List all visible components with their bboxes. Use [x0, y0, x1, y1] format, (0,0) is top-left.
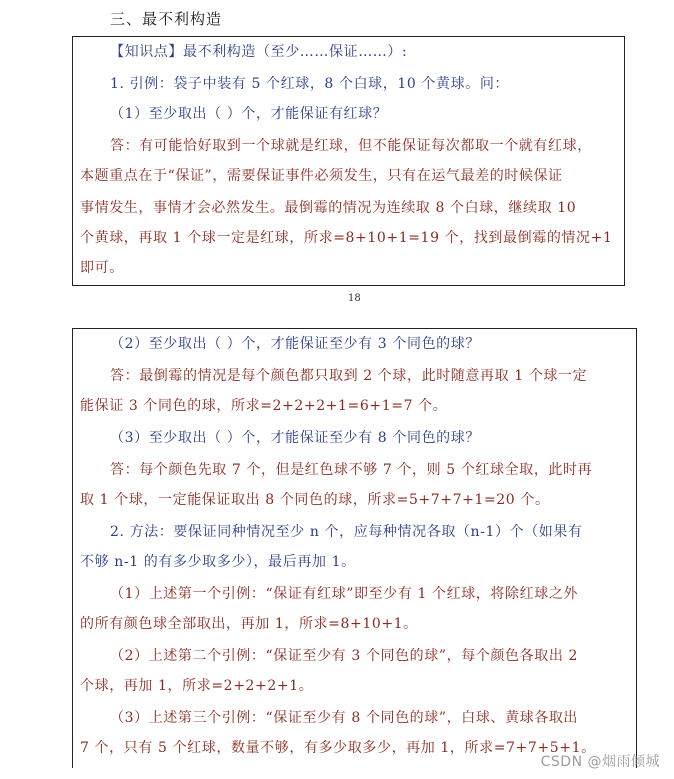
method-line-2: 不够 n-1 的有多少取多少），最后再加 1。	[80, 554, 356, 570]
answer-1-line-4: 个黄球，再取 1 个球一定是红球，所求=8+10+1=19 个，找到最倒霉的情况+1	[80, 230, 613, 246]
section-title: 三、最不利构造	[110, 10, 223, 28]
page-number: 18	[348, 293, 361, 304]
answer-1-line-3: 事情发生，事情才会必然发生。最倒霉的情况为连续取 8 个白球，继续取 10	[80, 200, 577, 216]
answer-2-line-2: 能保证 3 个同色的球，所求=2+2+2+1=6+1=7 个。	[80, 398, 448, 414]
question-2: （2）至少取出（ ）个，才能保证至少有 3 个同色的球？	[110, 336, 480, 352]
answer-2-line-1: 答：最倒霉的情况是每个颜色都只取到 2 个球，此时随意再取 1 个球一定	[110, 368, 588, 384]
method-example-1-line-2: 的所有颜色球全部取出，再加 1，所求=8+10+1。	[80, 616, 418, 632]
csdn-watermark: CSDN @烟雨倾城	[540, 754, 660, 770]
answer-3-line-1: 答：每个颜色先取 7 个，但是红色球不够 7 个，则 5 个红球全取，此时再	[110, 462, 593, 478]
answer-1-line-2: 本题重点在于“保证”，需要保证事件必须发生，只有在运气最差的时候保证	[80, 168, 563, 184]
question-1: （1）至少取出（ ）个，才能保证有红球？	[110, 106, 388, 122]
method-example-1-line-1: （1）上述第一个引例：“保证有红球”即至少有 1 个红球，将除红球之外	[110, 586, 579, 602]
answer-1-line-5: 即可。	[80, 260, 124, 276]
answer-1-line-1: 答：有可能恰好取到一个球就是红球，但不能保证每次都取一个就有红球，	[110, 138, 592, 154]
answer-3-line-2: 取 1 个球，一定能保证取出 8 个同色的球，所求=5+7+7+1=20 个。	[80, 492, 550, 508]
method-example-3-line-1: （3）上述第三个引例：“保证至少有 8 个同色的球”，白球、黄球各取出	[110, 710, 579, 726]
method-example-2-line-2: 个球，再加 1，所求=2+2+2+1。	[80, 678, 314, 694]
knowledge-box-bottom	[72, 328, 637, 768]
example-intro: 1. 引例：袋子中装有 5 个红球，8 个白球，10 个黄球。问：	[110, 76, 510, 92]
knowledge-point-heading: 【知识点】最不利构造（至少……保证……）:	[110, 44, 408, 60]
method-line-1: 2. 方法：要保证同种情况至少 n 个，应每种情况各取（n-1）个（如果有	[110, 524, 583, 540]
method-example-3-line-2: 7 个，只有 5 个红球，数量不够，有多少取多少，再加 1，所求=7+7+5+1。	[80, 740, 596, 756]
question-3: （3）至少取出（ ）个，才能保证至少有 8 个同色的球？	[110, 430, 480, 446]
method-example-2-line-1: （2）上述第二个引例：“保证至少有 3 个同色的球”，每个颜色各取出 2	[110, 648, 578, 664]
